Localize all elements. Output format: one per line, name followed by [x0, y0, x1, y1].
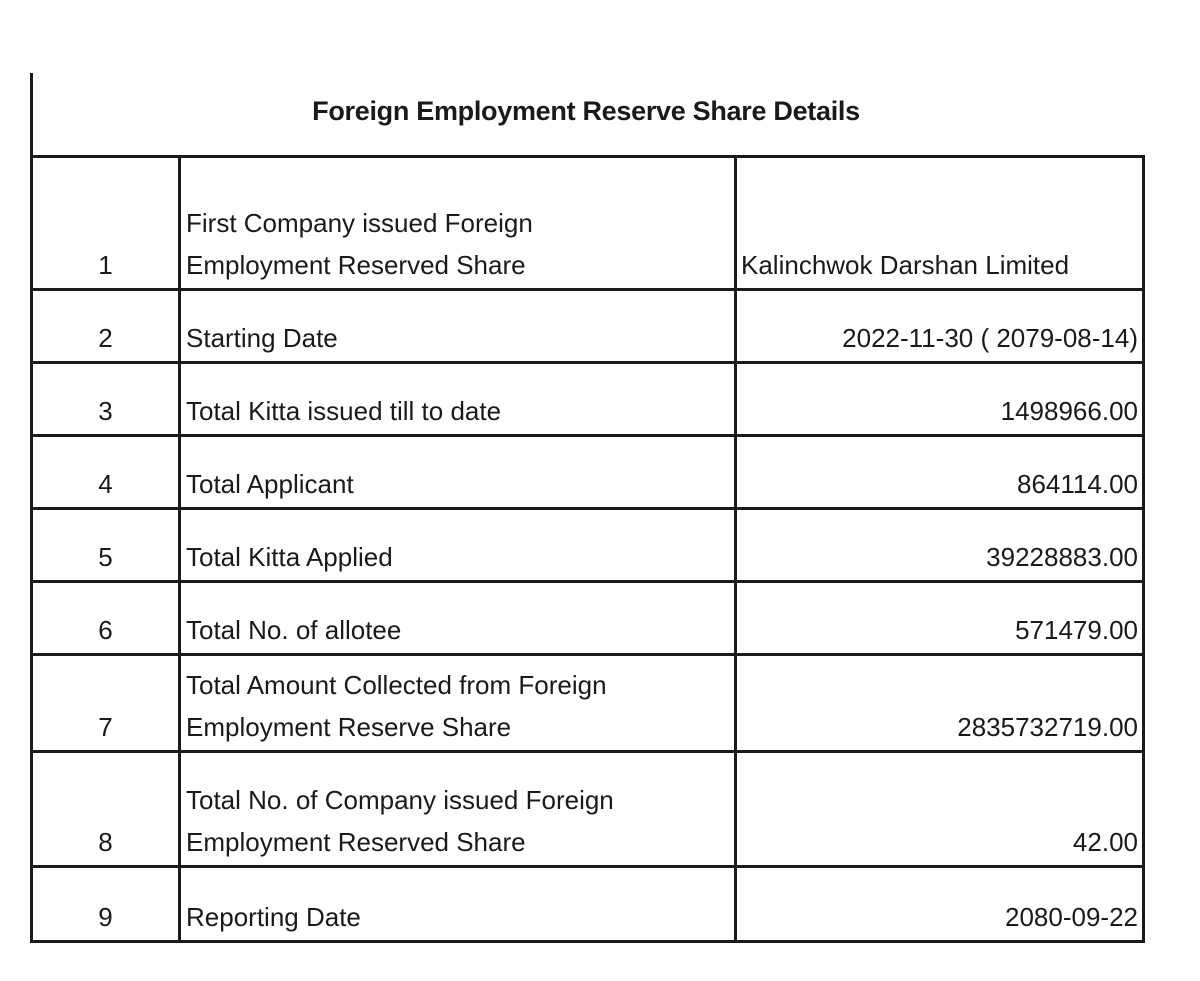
row-label-line: Total Kitta Applied — [186, 542, 393, 572]
row-value: 2080-09-22 — [736, 867, 1144, 942]
row-number: 7 — [32, 655, 180, 752]
row-number: 9 — [32, 867, 180, 942]
row-label — [180, 290, 736, 363]
row-value: 42.00 — [736, 752, 1144, 867]
table-row — [32, 752, 1144, 867]
row-number: 1 — [32, 157, 180, 290]
row-number: 2 — [32, 290, 180, 363]
row-number: 4 — [32, 436, 180, 509]
row-label-line: Total No. of Company issued Foreign — [186, 785, 614, 815]
row-label — [180, 867, 736, 942]
details-table — [30, 155, 1145, 943]
row-label-line: Employment Reserved Share — [186, 250, 526, 280]
table-row — [32, 363, 1144, 436]
row-label — [180, 655, 736, 752]
row-label-line: Total Amount Collected from Foreign — [186, 670, 607, 700]
table-row — [32, 655, 1144, 752]
row-label-line: Total No. of allotee — [186, 615, 402, 645]
row-number: 6 — [32, 582, 180, 655]
row-value: 864114.00 — [736, 436, 1144, 509]
table-row — [32, 436, 1144, 509]
row-number: 3 — [32, 363, 180, 436]
table-row — [32, 582, 1144, 655]
row-label — [180, 582, 736, 655]
row-label-line: Total Kitta issued till to date — [186, 396, 502, 426]
row-label-line: Total Applicant — [186, 469, 354, 499]
row-label-line: Employment Reserve Share — [186, 712, 512, 742]
row-number: 5 — [32, 509, 180, 582]
row-label-line: First Company issued Foreign — [186, 208, 533, 238]
row-label — [180, 752, 736, 867]
row-label — [180, 436, 736, 509]
row-value: 39228883.00 — [736, 509, 1144, 582]
row-value: 2835732719.00 — [736, 655, 1144, 752]
row-value: 1498966.00 — [736, 363, 1144, 436]
row-value: 2022-11-30 ( 2079-08-14) — [736, 290, 1144, 363]
row-label — [180, 509, 736, 582]
row-label-line: Employment Reserved Share — [186, 827, 526, 857]
table-row — [32, 509, 1144, 582]
row-label — [180, 363, 736, 436]
table-row — [32, 290, 1144, 363]
row-value: 571479.00 — [736, 582, 1144, 655]
row-label-line: Reporting Date — [186, 902, 361, 932]
row-label — [180, 157, 736, 290]
row-value: Kalinchwok Darshan Limited — [736, 157, 1144, 290]
page-title: Foreign Employment Reserve Share Details — [312, 96, 860, 126]
row-label-line: Starting Date — [186, 323, 338, 353]
table-row — [32, 157, 1144, 290]
row-number: 8 — [32, 752, 180, 867]
table-row — [32, 867, 1144, 942]
